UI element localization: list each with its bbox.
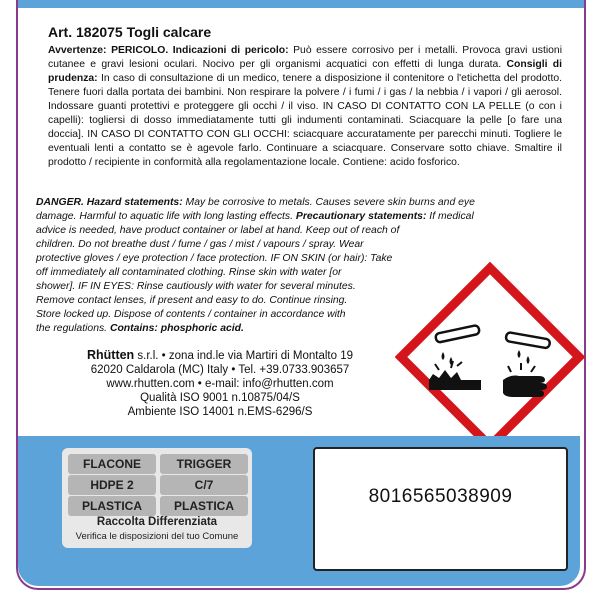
english-line-1-text: May be corrosive to metals. Causes severe skin burns and eye — [182, 197, 475, 208]
recycling-title: Raccolta Differenziata — [96, 516, 218, 528]
danger-label: DANGER. Hazard statements: — [36, 197, 183, 208]
recycle-cell-flacone: FLACONE — [68, 454, 156, 474]
english-line-8: Remove contact lenses, if present and easy to do. Continue rinsing. — [36, 295, 348, 306]
english-line-2-end: If medical — [426, 211, 474, 222]
brand-name: Rhütten — [86, 348, 135, 362]
recycle-cell-hdpe: HDPE 2 — [68, 475, 156, 495]
italian-safety-text — [48, 44, 562, 170]
precautionary-label: Precautionary statements: — [295, 211, 427, 222]
consigli-text: In caso di consultazione di un medico, tenere a disposizione il contenitore o l'etichetta del prodotto. Tenere fuori dalla portata dei bambini. Non respirare la polvere / i fumi / i gas / la nebbia / i vapori / gli aerosol. Indossare guanti protettivi e proteggere gli occhi / il viso. IN CASO DI CONTATTO CON LA PELLE (o con i capelli): togliersi di dosso immediatamente tutti gli indumenti contaminati. Sciacquare la pelle [o fare una doccia]. IN CASO DI CONTATTO CON GLI OCCHI: sciacquare accuratamente per parecchi minuti. Togliere le eventuali lenti a contatto se è agevole farlo. Continuare a sciacquare. Conservare sotto chiave. Smaltire il prodotto / recipiente in conformità alla regolamentazione locale. Contiene: acido fosforico. — [48, 73, 562, 168]
contains-label: Contains: phosphoric acid. — [109, 323, 244, 334]
product-title: Art. 182075 Togli calcare — [48, 24, 212, 40]
english-line-4: children. Do not breathe dust / fume / gas / mist / vapours / spray. Wear — [36, 239, 364, 250]
recycle-cell-trigger: TRIGGER — [160, 454, 248, 474]
english-line-10-text: the regulations. — [36, 323, 110, 334]
english-line-9: Store locked up. Dispose of contents / container in accordance with — [36, 309, 346, 320]
english-line-2 — [36, 210, 560, 224]
english-line-2-text: damage. Harmful to aquatic life with long lasting effects. — [36, 211, 296, 222]
company-info — [60, 348, 380, 419]
english-line-3: advice is needed, have product container or label at hand. Keep out of reach of — [36, 225, 400, 236]
barcode-box — [313, 447, 568, 571]
company-web: www.rhutten.com • e-mail: info@rhutten.com — [106, 378, 334, 390]
company-line-2: 62020 Caldarola (MC) Italy • Tel. +39.0733.903657 — [90, 364, 350, 376]
english-line-7: shower]. IF IN EYES: Rinse cautiously with water for several minutes. — [36, 281, 356, 292]
iso-9001: Qualità ISO 9001 n.10875/04/S — [140, 392, 300, 404]
consigli-label: Consigli di prudenza: — [48, 59, 562, 84]
recycling-subtitle: Verifica le disposizioni del tuo Comune — [75, 531, 239, 542]
recycle-cell-plastica-1: PLASTICA — [68, 496, 156, 516]
avvertenze-value: PERICOLO. — [111, 45, 169, 56]
english-line-5: protective gloves / eye protection / face protection. IF ON SKIN (or hair): Take — [36, 253, 393, 264]
english-line-6: off immediately all contaminated clothing. Rinse skin with water [or — [36, 267, 342, 278]
recycle-cell-plastica-2: PLASTICA — [160, 496, 248, 516]
company-line-1 — [60, 348, 380, 363]
recycle-cell-c7: C/7 — [160, 475, 248, 495]
ghs05-corrosive-icon — [395, 262, 585, 452]
barcode-number: 8016565038909 — [368, 486, 513, 507]
english-line-1 — [36, 196, 560, 210]
avvertenze-label: Avvertenze: — [48, 45, 107, 56]
indicazioni-text: Può essere corrosivo per i metalli. Provoca gravi ustioni cutanee e gravi lesioni oculari. Nocivo per gli organismi acquatici con effetti di lunga durata. — [48, 45, 563, 70]
iso-14001: Ambiente ISO 14001 n.EMS-6296/S — [127, 406, 313, 418]
indicazioni-label: Indicazioni di pericolo: — [172, 45, 289, 56]
company-address: s.r.l. • zona ind.le via Martiri di Montalto 19 — [134, 350, 353, 362]
top-color-strip — [18, 0, 584, 8]
